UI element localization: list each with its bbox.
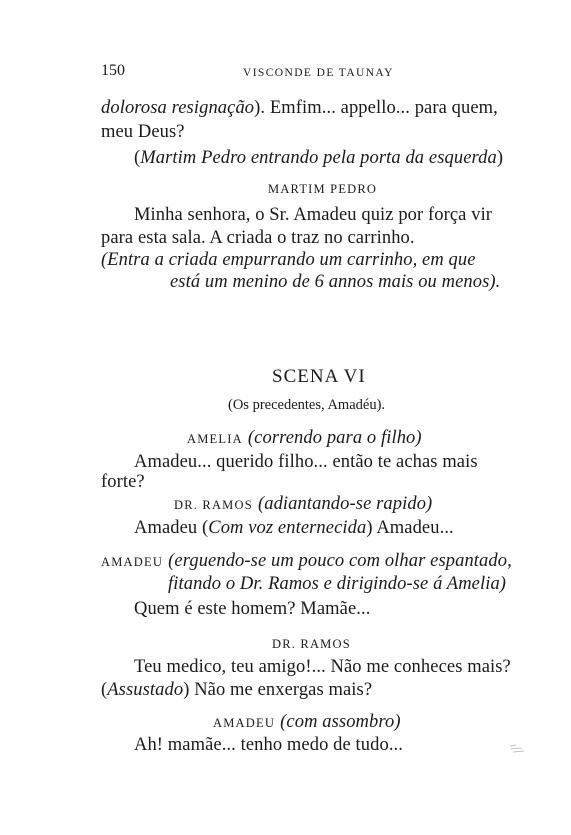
- speaker-dr-ramos-2: DR. RAMOS: [272, 637, 351, 651]
- text-line-11: Quem é este homem? Mamãe...: [134, 599, 371, 619]
- speaker-martim-pedro: MARTIM PEDRO: [268, 182, 378, 196]
- scene-subtitle: (Os precedentes, Amadéu).: [228, 397, 386, 413]
- text-line-9: forte?: [101, 472, 145, 492]
- paren-close: ): [496, 148, 504, 168]
- text-line-14: Ah! mamãe... tenho medo de tudo...: [134, 735, 404, 755]
- page-number: 150: [101, 62, 125, 79]
- text-line-10-b: ) Amadeu...: [366, 518, 454, 538]
- text-line-5: para esta sala. A criada o traz no carrinho.: [101, 228, 415, 248]
- stage-direction-2-line-2: está um menino de 6 annos mais ou menos).: [170, 272, 501, 292]
- running-title: VISCONDE DE TAUNAY: [243, 67, 394, 79]
- text-line-2: meu Deus?: [101, 122, 185, 142]
- amadeu-direction-1-line-1: (erguendo-se um pouco com olhar espantado,: [168, 551, 512, 571]
- text-line-12: Teu medico, teu amigo!... Não me conheces mais?: [134, 657, 511, 677]
- paren-open: (: [134, 148, 141, 168]
- speaker-line-ramos-1: [174, 494, 432, 515]
- ink-smudge: [508, 742, 526, 754]
- amadeu-direction-1-line-2: fitando o Dr. Ramos e dirigindo-se á Amelia): [168, 574, 507, 594]
- speaker-line-amelia: [187, 428, 422, 449]
- speaker-amadeu-1: AMADEU: [101, 555, 164, 569]
- amelia-direction: (correndo para o filho): [247, 428, 422, 448]
- text-line-4: Minha senhora, o Sr. Amadeu quiz por força vir: [134, 205, 493, 225]
- text-line-1-rest: ). Emfim... appello... para quem,: [254, 98, 498, 118]
- amadeu-direction-2: (com assombro): [280, 712, 401, 732]
- stage-direction-1: [134, 148, 503, 169]
- speaker-amadeu-2: AMADEU: [213, 716, 276, 730]
- ramos-direction-1: (adiantando-se rapido): [257, 494, 433, 514]
- scene-title: SCENA VI: [272, 366, 366, 387]
- text-line-8: Amadeu... querido filho... então te achas mais: [134, 452, 478, 472]
- text-line-10-a: Amadeu (: [134, 518, 209, 538]
- paren-open-13: (: [101, 680, 108, 700]
- speaker-line-amadeu-2: [213, 712, 401, 733]
- stage-direction-2-line-1: (Entra a criada empurrando um carrinho, em que: [101, 250, 476, 270]
- text-line-13-rest: ) Não me enxergas mais?: [183, 680, 373, 700]
- stage-direction-1-text: Martim Pedro entrando pela porta da esquerda: [140, 148, 497, 168]
- speaker-dr-ramos-1: DR. RAMOS: [174, 498, 253, 512]
- speaker-line-amadeu-1: [101, 551, 512, 572]
- text-line-10-italic: Com voz enternecida: [208, 518, 367, 538]
- text-line-10: [134, 518, 454, 539]
- speaker-amelia: AMELIA: [187, 432, 243, 446]
- text-line-13-italic: Assustado: [107, 680, 184, 700]
- text-line-1-italic: dolorosa resignação: [101, 98, 255, 118]
- text-line-1: [101, 98, 528, 119]
- text-line-13: [101, 680, 372, 701]
